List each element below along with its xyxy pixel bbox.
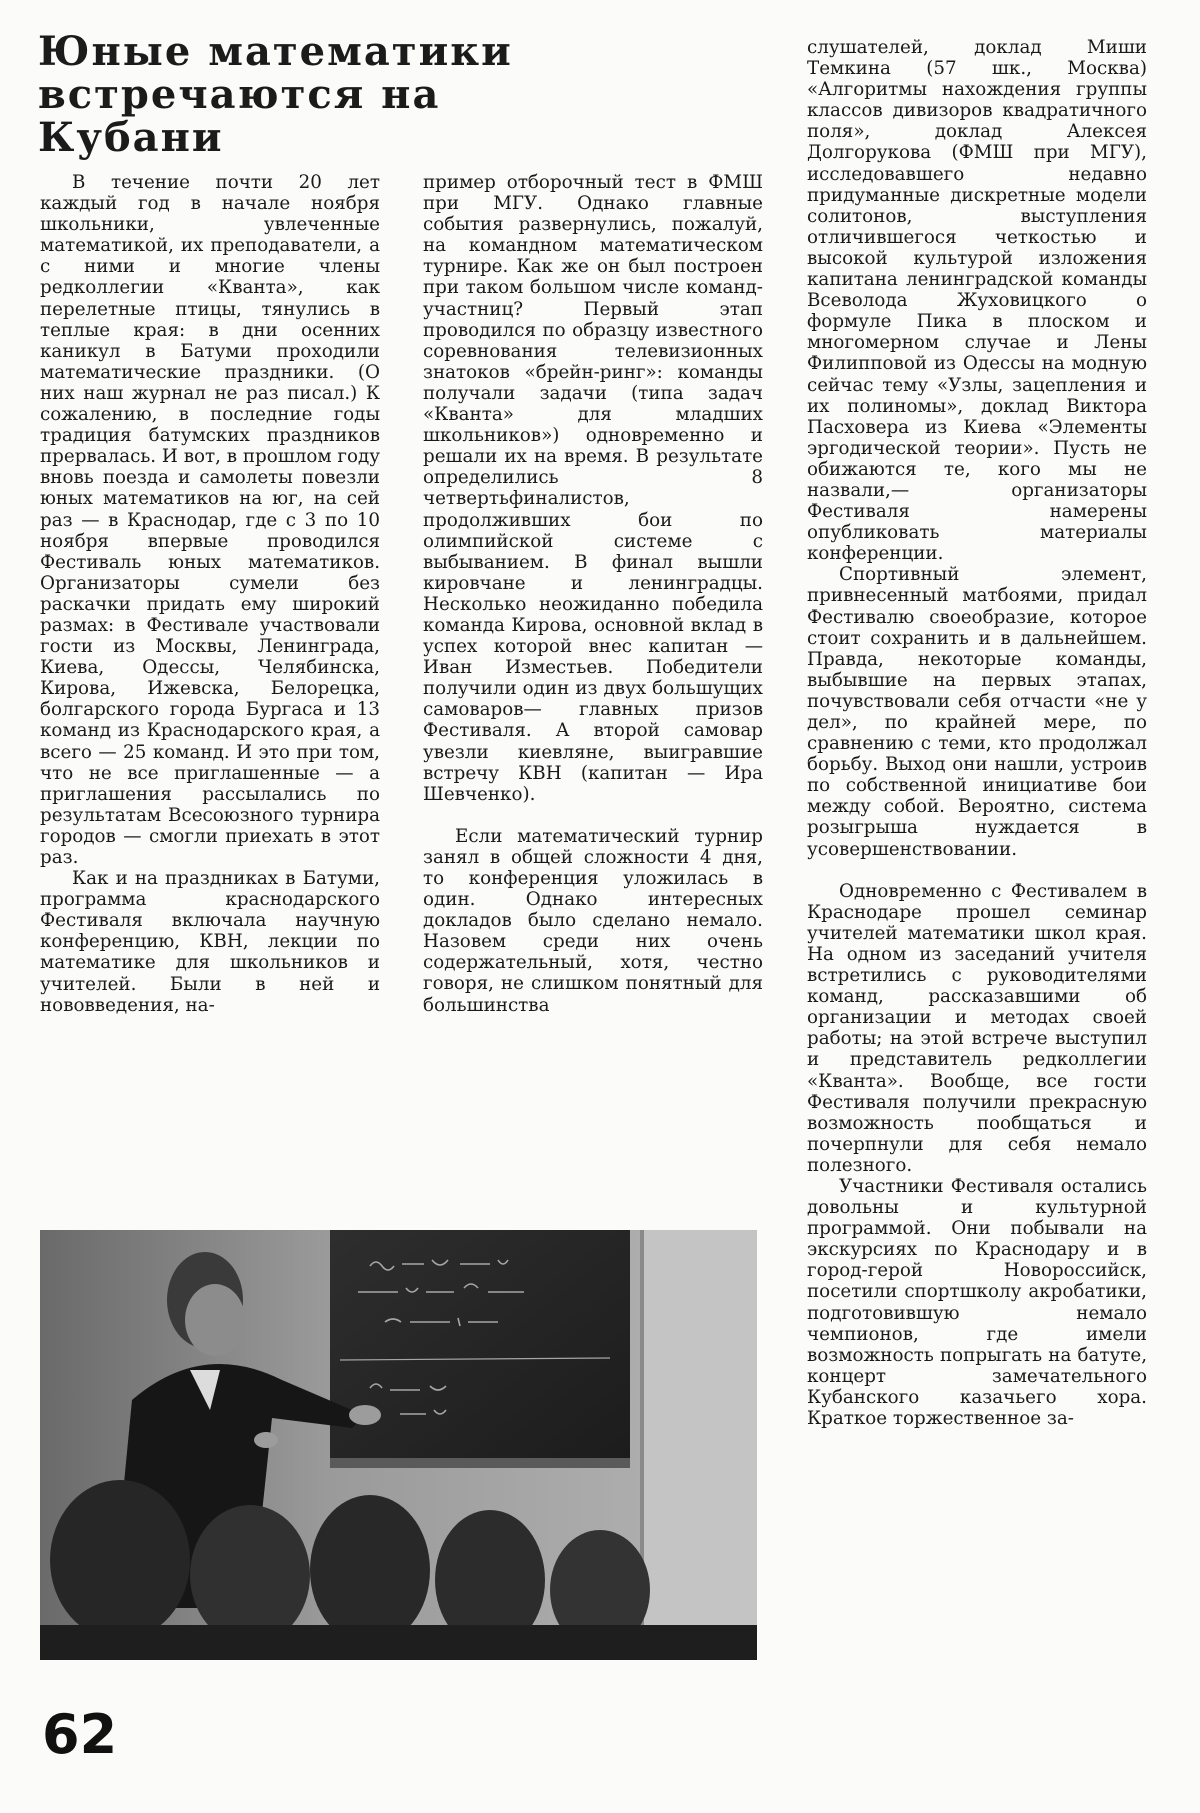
paragraph: пример отборочный тест в ФМШ при МГУ. Однако главные события развернулись, пожалуй, на командном математическом турнире. Как же он был построен при таком большом числе команд-участниц? Первый этап проводился по образцу известного соревнования телевизионных знатоков «брейн-ринг»: команды получали задачи (типа задач «Кванта» для младших школьников») одновременно и решали их на время. В результате определились 8 четвертьфиналистов, продолживших бои по олимпийской системе с выбыванием. В финал вышли кировчане и ленинградцы. Несколько неожиданно победила команда Кирова, основной вклад в успех которой внес капитан — Иван Изместьев. Победители получили один из двух большущих самоваров— главных призов Фестиваля. А второй самовар увезли киевляне, выигравшие встречу КВН (капитан — Ира Шевченко). (423, 172, 763, 805)
paragraph: Как и на праздниках в Батуми, программа краснодарского Фестиваля включала научную конференцию, КВН, лекции по математике для школьников и учителей. Были в ней и нововведения, на- (40, 868, 380, 1016)
text-column-2 (423, 172, 763, 1016)
paragraph: Если математический турнир занял в общей сложности 4 дня, то конференция уложилась в один. Однако интересных докладов было сделано немало. Назовем среди них очень содержательный, хотя, честно говоря, не слишком понятный для большинства (423, 825, 763, 1016)
paragraph: В течение почти 20 лет каждый год в начале ноября школьники, увлеченные математикой, их преподаватели, а с ними и многие члены редколлегии «Кванта», как перелетные птицы, тянулись в теплые края: в дни осенних каникул в Батуми проходили математические праздники. (О них наш журнал не раз писал.) К сожалению, в последние годы традиция батумских праздников прервалась. И вот, в прошлом году вновь поезда и самолеты повезли юных математиков на юг, на сей раз — в Краснодар, где с 3 по 10 ноября впервые проводился Фестиваль юных математиков. Организаторы сумели без раскачки придать ему широкий размах: в Фестивале участвовали гости из Москвы, Ленинграда, Киева, Одессы, Челябинска, Кирова, Ижевска, Белорецка, болгарского города Бургаса и 13 команд из Краснодарского края, а всего — 25 команд. И это при том, что не все приглашенные — а приглашения рассылались по результатам Всесоюзного турнира городов — смогли приехать в этот раз. (40, 172, 380, 868)
title-line-2: встречаются на Кубани (38, 71, 441, 161)
page-number: 62 (42, 1703, 118, 1766)
title-line-1: Юные математики (38, 28, 513, 75)
paragraph: Одновременно с Фестивалем в Краснодаре прошел семинар учителей математики школ края. На одном из заседаний учителя встретились с руководителями команд, рассказавшими об организации и методах своей работы; на этой встрече выступил и представитель редколлегии «Кванта». Вообще, все гости Фестиваля получили прекрасную возможность пообщаться и почерпнули для себя немало полезного. (807, 880, 1147, 1176)
paragraph: Спортивный элемент, привнесенный матбоями, придал Фестивалю своеобразие, которое стоит сохранить и в дальнейшем. Правда, некоторые команды, выбывшие на первых этапах, почувствовали себя отчасти «не у дел», по крайней мере, по сравнению с теми, кто продолжал борьбу. Выход они нашли, устроив по собственной инициативе бои между собой. Вероятно, система розыгрыша нуждается в усовершенствовании. (807, 564, 1147, 860)
paragraph: слушателей, доклад Миши Темкина (57 шк., Москва) «Алгоритмы нахождения группы классов дивизоров квадратичного поля», доклад Алексея Долгорукова (ФМШ при МГУ), исследовавшего недавно придуманные дискретные модели солитонов, выступления отличившегося четкостью и высокой культурой изложения капитана ленинградской команды Всеволода Жуховицкого о формуле Пика в плоском и многомерном случае и Лены Филипповой из Одессы на модную сейчас тему «Узлы, зацепления и их полиномы», доклад Виктора Пасховера из Киева «Элементы эргодической теории». Пусть не обижаются те, кого мы не назвали,— организаторы Фестиваля намерены опубликовать материалы конференции. (807, 37, 1147, 565)
article-title (38, 30, 598, 159)
text-column-3 (807, 37, 1147, 1429)
paragraph: Участники Фестиваля остались довольны и культурной программой. Они побывали на экскурсиях по Краснодару и в город-герой Новороссийск, посетили спортшколу акробатики, подготовившую немало чемпионов, где имели возможность попрыгать на батуте, концерт замечательного Кубанского казачьего хора. Краткое торжественное за- (807, 1175, 1147, 1429)
text-column-1 (40, 172, 380, 1016)
photo-student-at-blackboard (40, 1230, 757, 1660)
